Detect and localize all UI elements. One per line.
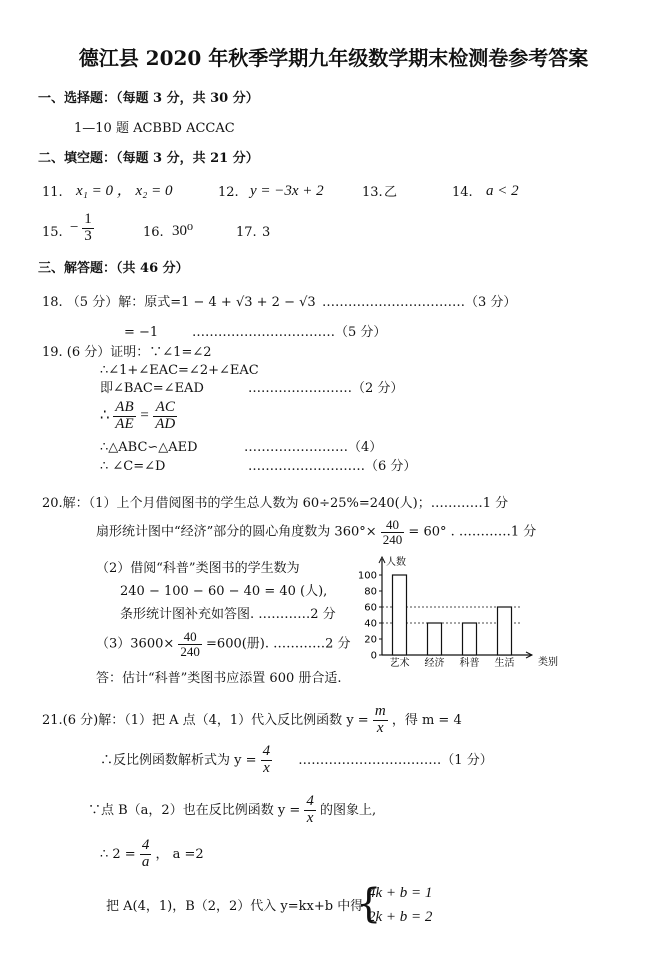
q20-line-6-post: =600(册). …………2 分 — [206, 636, 351, 652]
q21-line-2-score: ……………………………（1 分） — [298, 752, 493, 768]
category-label: 生活 — [494, 658, 515, 669]
q19-line-3: 即∠BAC=∠EAD — [100, 381, 204, 396]
q15-denominator: 3 — [84, 227, 92, 244]
y-tick-label: 100 — [357, 570, 377, 582]
q21-line-4 — [100, 838, 204, 871]
q15-number: 15. — [42, 225, 63, 240]
q21-line-2-den: x — [263, 759, 270, 776]
q15-numerator: 1 — [84, 211, 92, 227]
q19-line-6-score: ………………………（6 分） — [248, 459, 417, 474]
q21-line-4-pre: ∴ 2 = — [100, 846, 136, 862]
q20-line-6 — [96, 630, 351, 658]
q21-line-1-pre: 21.(6 分)解：（1）把 A 点（4，1）代入反比例函数 y = — [42, 712, 369, 728]
q18-line-1-score: ……………………………（3 分） — [322, 295, 517, 310]
q20-line-2-num: 40 — [381, 518, 405, 533]
q20-line-5: 条形统计图补充如答图. …………2 分 — [120, 607, 336, 622]
q20-line-2-pre: 扇形统计图中“经济”部分的圆心角度数为 360°× — [96, 524, 377, 540]
category-label: 科普 — [459, 658, 480, 669]
bar-3 — [463, 623, 477, 655]
q19-line-3-score: ……………………（2 分） — [248, 381, 404, 396]
section-1-heading: 一、选择题：（每题 3 分，共 30 分） — [38, 91, 259, 106]
q20-line-1: 20.解：（1）上个月借阅图书的学生总人数为 60÷25%=240(人)；…………1 分 — [42, 496, 509, 511]
q21-line-3-post: 的图象上, — [320, 802, 377, 818]
category-label: 艺术 — [389, 658, 410, 669]
q15-sign: − — [70, 219, 79, 236]
q19-line-5: ∴△ABC∽△AED — [100, 440, 198, 455]
q21-line-4-num: 4 — [141, 837, 150, 853]
q21-line-3 — [88, 794, 376, 827]
q20-line-2-post: = 60° . …………1 分 — [408, 524, 537, 540]
q21-line-3-den: x — [306, 809, 314, 826]
q12-number: 12. — [218, 185, 239, 200]
q19-therefore: ∴ — [100, 407, 110, 424]
q21-line-2 — [100, 744, 493, 777]
q13-answer: 乙 — [384, 185, 398, 200]
q21-line-1-post: ，得 m = 4 — [391, 712, 462, 728]
q19-line-2: ∴∠1+∠EAC=∠2+∠EAC — [100, 363, 259, 378]
q18-line-1: 18. （5 分）解：原式=1 − 4 + √3 + 2 − √3 — [42, 295, 316, 310]
bar-1 — [393, 575, 407, 655]
system-eq-2: 2k + b = 2 — [368, 909, 433, 925]
q18-line-2: = −1 — [124, 325, 159, 340]
q21-line-3-num: 4 — [306, 793, 314, 809]
y-axis-label: 人数 — [386, 557, 406, 568]
q15-answer — [70, 212, 94, 245]
category-label: 经济 — [424, 658, 445, 669]
q20-line-6-num: 40 — [178, 630, 202, 645]
q19-frac2-den: AD — [155, 415, 176, 432]
q13-number: 13. — [362, 185, 383, 200]
q19-frac1-num: AB — [115, 399, 134, 415]
q21-line-1 — [42, 704, 462, 737]
q20-line-4: 240 − 100 − 60 − 40 = 40 (人), — [120, 584, 328, 599]
q20-line-6-pre: （3）3600× — [96, 636, 175, 652]
q14-number: 14. — [452, 185, 473, 200]
q21-line-1-den: x — [376, 719, 384, 736]
q21-line-4-den: a — [141, 853, 150, 870]
q19-line-6: ∴ ∠C=∠D — [100, 459, 166, 474]
q16-answer: 30⁰ — [172, 223, 194, 239]
q19-line-5-score: ……………………（4） — [244, 440, 383, 455]
q20-line-2-den: 240 — [382, 531, 403, 547]
section-2-heading: 二、填空题：（每题 3 分，共 21 分） — [38, 151, 259, 166]
q21-line-1-num: m — [374, 703, 386, 719]
q17-answer: 3 — [262, 225, 271, 240]
q19-line-4 — [100, 400, 177, 433]
q19-frac2-num: AC — [153, 400, 177, 417]
q20-line-7: 答：估计“科普”类图书应添置 600 册合适. — [96, 671, 342, 686]
q14-answer: a < 2 — [486, 183, 519, 199]
y-tick-label: 0 — [370, 650, 377, 662]
y-tick-label: 20 — [364, 634, 377, 646]
bar-2 — [428, 623, 442, 655]
q21-line-5: 把 A(4，1)，B（2，2）代入 y=kx+b 中得 — [106, 899, 364, 914]
q21-line-2-pre: ∴反比例函数解析式为 y = — [100, 752, 257, 768]
page-title: 德江县 2020 年秋季学期九年级数学期末检测卷参考答案 — [78, 46, 589, 70]
q11-number: 11. — [42, 185, 63, 200]
q11-answer: x₁ = 0 ， x₂ = 0 — [76, 183, 173, 199]
y-tick-label: 60 — [364, 602, 377, 614]
q21-line-3-pre: ∵点 B（a，2）也在反比例函数 y = — [88, 802, 301, 818]
q21-line-2-num: 4 — [262, 743, 271, 759]
q16-number: 16. — [143, 225, 164, 240]
q18-line-2-score: ……………………………（5 分） — [192, 325, 387, 340]
section-3-heading: 三、解答题：（共 46 分） — [38, 261, 189, 276]
q20-line-2 — [96, 518, 536, 546]
q19-line-1: 19. (6 分）证明：∵∠1=∠2 — [42, 345, 212, 360]
q12-answer: y = −3x + 2 — [250, 183, 324, 199]
q17-number: 17. — [236, 225, 257, 240]
q19-equals: = — [139, 407, 150, 424]
system-eq-1: 4k + b = 1 — [368, 885, 433, 901]
bar-chart — [352, 555, 572, 675]
system-brace: { — [356, 881, 382, 927]
q20-line-3: （2）借阅“科普”类图书的学生数为 — [96, 561, 300, 576]
q20-line-6-den: 240 — [180, 643, 200, 659]
x-axis-label: 类别 — [538, 657, 558, 668]
q19-frac1-den: AE — [115, 415, 134, 432]
bar-4 — [498, 607, 512, 655]
choice-answers: 1—10 题 ACBBD ACCAC — [74, 121, 235, 136]
q21-line-4-post: ， a =2 — [155, 846, 204, 862]
y-tick-label: 80 — [364, 586, 377, 598]
y-tick-label: 40 — [364, 618, 377, 630]
